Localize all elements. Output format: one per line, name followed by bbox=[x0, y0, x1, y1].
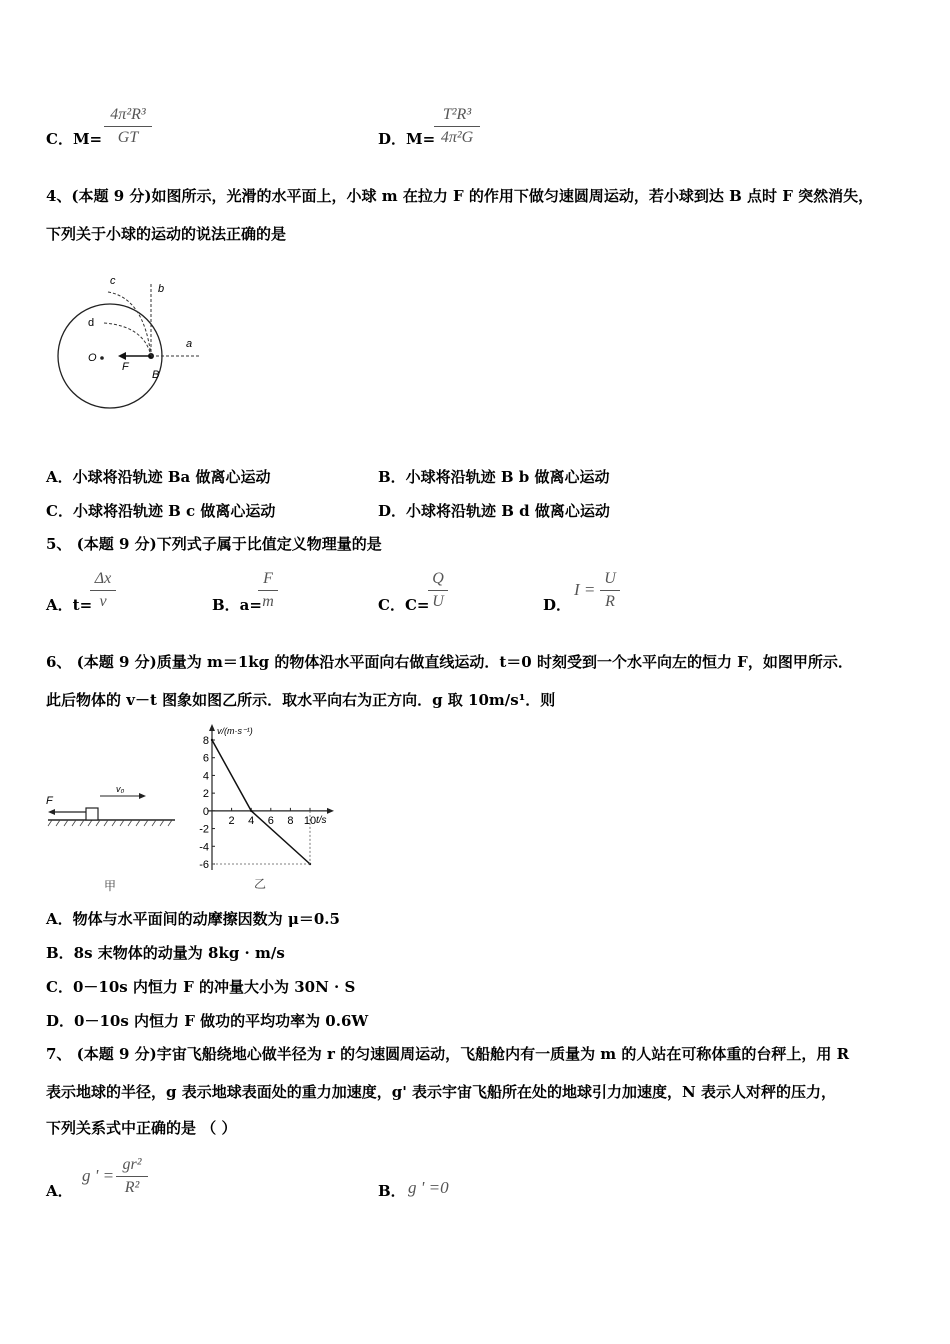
q4-option-d: D．小球将沿轨迹 B d 做离心运动 bbox=[378, 502, 610, 520]
q5-option-b-label: B．a= bbox=[212, 596, 262, 614]
q6-vt-chart bbox=[192, 722, 342, 896]
q4-stem-line2: 下列关于小球的运动的说法正确的是 bbox=[46, 225, 287, 243]
q5-d-fraction bbox=[600, 570, 620, 611]
q4-circle-figure bbox=[40, 268, 210, 418]
q7-option-a-label: A． bbox=[46, 1182, 73, 1200]
series-point bbox=[250, 810, 252, 812]
q7-stem-line3: 下列关系式中正确的是 （ ） bbox=[46, 1119, 237, 1137]
y-axis-arrowhead bbox=[209, 724, 215, 731]
q3-option-d-label: D．M= bbox=[378, 130, 436, 148]
x-tick-label: 8 bbox=[287, 814, 294, 827]
ground-hatch bbox=[48, 820, 172, 826]
q7-option-b-label: B． bbox=[378, 1182, 406, 1200]
q7-a-lhs: g ' = bbox=[82, 1166, 115, 1185]
q6-option-a: A．物体与水平面间的动摩擦因数为 μ＝0.5 bbox=[46, 910, 340, 928]
x-axis-label: t/s bbox=[316, 814, 327, 826]
q5-b-fraction bbox=[258, 570, 278, 611]
q5-stem: 5、 (本题 9 分)下列式子属于比值定义物理量的是 bbox=[46, 535, 382, 553]
y-tick-label: 2 bbox=[202, 788, 209, 801]
velocity-arrowhead bbox=[139, 793, 146, 799]
q6-stem-line1: 6、 (本题 9 分)质量为 m＝1kg 的物体沿水平面向右做直线运动．t＝0 时刻受到一个水平向左的恒力 F，如图甲所示． bbox=[46, 653, 853, 671]
caption-yi: 乙 bbox=[254, 877, 267, 891]
q5-b-denominator: m bbox=[262, 593, 274, 610]
q3-c-numerator: 4π²R³ bbox=[110, 106, 146, 123]
q3-d-numerator: T²R³ bbox=[442, 106, 472, 123]
label-bpoint: B bbox=[152, 369, 160, 381]
q4-stem-line1: 4、(本题 9 分)如图所示，光滑的水平面上，小球 m 在拉力 F 的作用下做匀速圆周运动，若小球到达 B 点时 F 突然消失， bbox=[46, 187, 874, 205]
q6-block-figure bbox=[40, 776, 180, 896]
y-tick-label: 4 bbox=[202, 770, 209, 783]
y-tick-label: 6 bbox=[202, 752, 209, 765]
q5-d-denominator: R bbox=[605, 593, 615, 610]
x-axis-arrowhead bbox=[327, 808, 334, 814]
q6-stem-line2: 此后物体的 v－t 图象如图乙所示．取水平向右为正方向．g 取 10m/s¹．则 bbox=[46, 691, 556, 709]
q7-a-fraction bbox=[116, 1156, 148, 1197]
q7-a-numerator: gr² bbox=[122, 1156, 142, 1173]
q4-option-c: C．小球将沿轨迹 B c 做离心运动 bbox=[46, 502, 276, 520]
series-line-v bbox=[212, 740, 310, 864]
q7-stem-line2: 表示地球的半径，g 表示地球表面处的重力加速度，g' 表示宇宙飞船所在处的地球引力加速度，N 表示人对秤的压力， bbox=[46, 1083, 836, 1101]
caption-jia: 甲 bbox=[104, 879, 117, 893]
q6-option-c: C．0－10s 内恒力 F 的冲量大小为 30N · S bbox=[46, 978, 356, 996]
q5-d-numerator: U bbox=[604, 570, 616, 587]
q6-option-b: B．8s 末物体的动量为 8kg · m/s bbox=[46, 944, 285, 962]
y-tick-label: -6 bbox=[199, 859, 209, 871]
path-d-curve bbox=[104, 323, 151, 356]
y-axis-label: v/(m·s⁻¹) bbox=[217, 726, 253, 736]
q4-option-b: B．小球将沿轨迹 B b 做离心运动 bbox=[378, 468, 610, 486]
label-o: O bbox=[88, 352, 97, 364]
q5-a-denominator: v bbox=[99, 593, 107, 610]
q7-b-equation: g ' =0 bbox=[408, 1178, 449, 1197]
q3-option-d-fraction bbox=[434, 106, 480, 147]
y-tick-label: -4 bbox=[199, 841, 209, 854]
q3-option-c-label: C．M= bbox=[46, 130, 103, 148]
x-tick-label: 4 bbox=[248, 814, 255, 827]
label-a: a bbox=[186, 338, 193, 350]
q5-c-denominator: U bbox=[432, 593, 444, 610]
q5-option-a-label: A．t= bbox=[46, 596, 93, 614]
q3-c-denominator: GT bbox=[117, 129, 139, 146]
label-f: F bbox=[122, 361, 129, 373]
q3-d-denominator: 4π²G bbox=[440, 129, 474, 146]
q6-option-d: D．0－10s 内恒力 F 做功的平均功率为 0.6W bbox=[46, 1012, 369, 1030]
q5-a-fraction bbox=[90, 570, 116, 611]
label-c: c bbox=[110, 275, 116, 287]
x-tick-label: 6 bbox=[267, 814, 274, 827]
q4-option-a: A．小球将沿轨迹 Ba 做离心运动 bbox=[46, 468, 271, 486]
q5-b-numerator: F bbox=[263, 570, 273, 587]
q7-stem-line1: 7、 (本题 9 分)宇宙飞船绕地心做半径为 r 的匀速圆周运动，飞船舱内有一质量为 m 的人站在可称体重的台秤上，用 R bbox=[46, 1045, 850, 1063]
center-point bbox=[100, 356, 104, 360]
block bbox=[86, 808, 98, 820]
fig-label-v0: v₀ bbox=[116, 784, 125, 794]
x-tick-label: 2 bbox=[228, 814, 235, 827]
label-d: d bbox=[88, 317, 95, 329]
q5-option-d-label: D． bbox=[543, 596, 572, 614]
q5-option-c-label: C．C= bbox=[378, 596, 430, 614]
force-arrow-head bbox=[118, 352, 126, 360]
q3-option-c-fraction bbox=[104, 106, 152, 147]
series-point bbox=[211, 739, 213, 741]
label-b: b bbox=[158, 283, 165, 295]
q5-d-lhs: I = bbox=[574, 580, 596, 599]
y-tick-label: 0 bbox=[202, 805, 209, 818]
q5-c-fraction bbox=[428, 570, 448, 611]
y-tick-label: 8 bbox=[202, 735, 209, 747]
y-tick-label: -2 bbox=[199, 823, 209, 836]
fig-label-f: F bbox=[46, 795, 53, 807]
force-f-arrowhead bbox=[48, 809, 55, 815]
q7-a-denominator: R² bbox=[124, 1179, 140, 1196]
q5-c-numerator: Q bbox=[432, 570, 444, 587]
q5-a-numerator: Δx bbox=[94, 570, 112, 587]
x-tick-label: 10 bbox=[303, 814, 317, 827]
